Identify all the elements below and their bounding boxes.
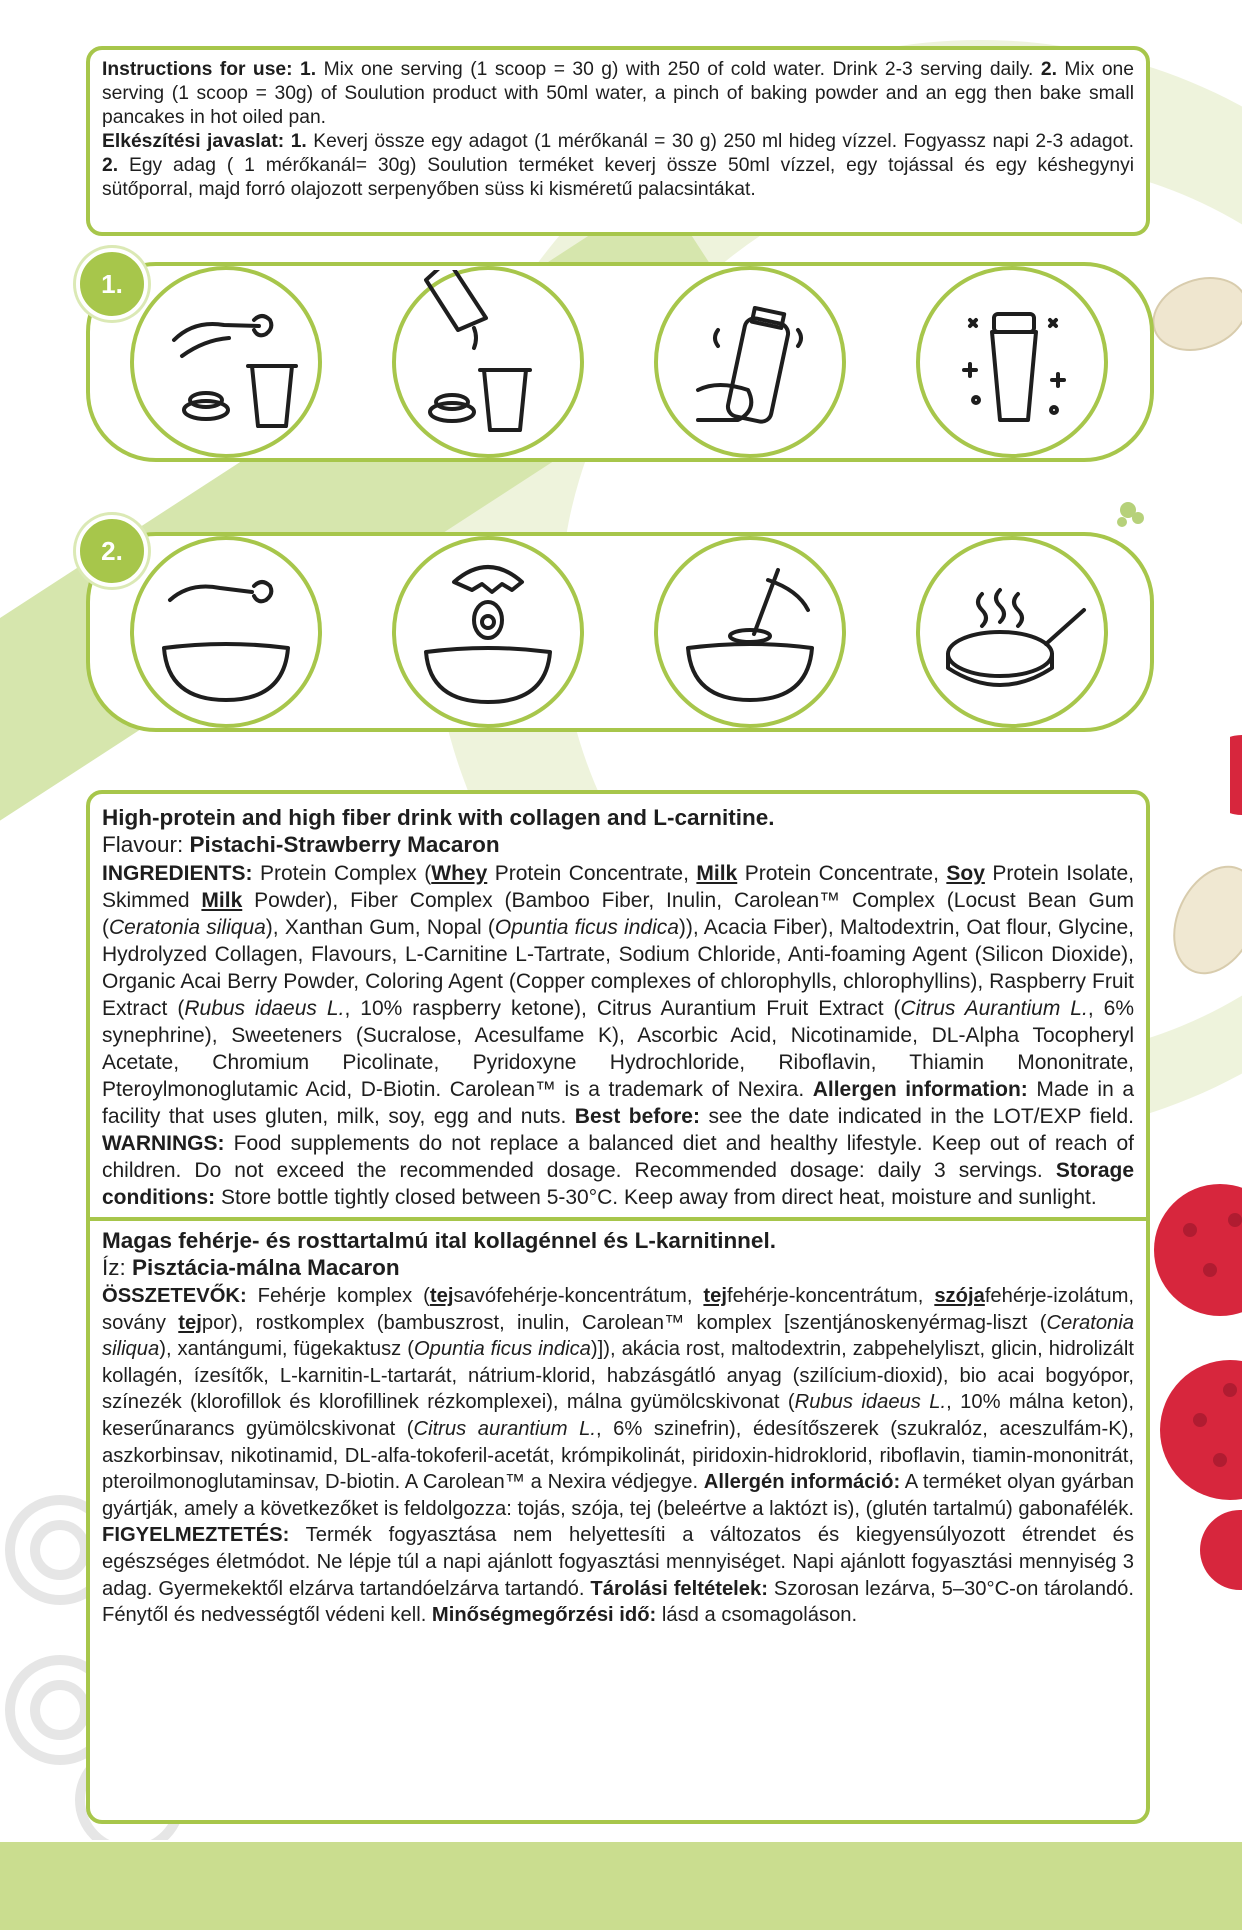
step-badge-1: 1.: [76, 248, 148, 320]
ingredients-segment: , 10% raspberry ketone), Citrus Aurantium Fruit Extract (: [344, 997, 901, 1020]
instruction-text: Keverj össze egy adagot (1 mérőkanál = 30 g) 250 ml hideg vízzel. Fogyassz napi 2-3 adagot.: [313, 131, 1135, 152]
latin-name: Ceratonia siliqua: [102, 1311, 1134, 1361]
flavour-line-english: [102, 831, 1134, 858]
instructions-english: [102, 58, 1134, 130]
ingredients-segment: Powder), Fiber Complex (Bamboo Fiber, Inulin, Carolean™ Complex (Locust Bean Gum (: [102, 889, 1134, 939]
crack-egg-icon: [392, 536, 584, 728]
best-before-text: see the date indicated in the LOT/EXP field.: [708, 1105, 1134, 1128]
best-before-label: Best before:: [574, 1105, 700, 1128]
pour-water-icon: [392, 266, 584, 458]
warnings-text: Food supplements do not replace a balanced diet and healthy lifestyle. Keep out of reach of children. Do not exceed the recommended dosage. Recommended dosage: daily 3 servings.: [102, 1132, 1134, 1182]
pistachio-image: [1148, 270, 1242, 360]
ingredients-segment: , 10% málna keton), keserűnarancs gyümölcskivonat (: [102, 1391, 1134, 1440]
allergen-word: Milk: [696, 862, 738, 885]
step-number: 1.: [300, 59, 317, 80]
latin-name: Opuntia ficus indica: [494, 916, 679, 939]
allergen-word: szója: [934, 1285, 985, 1307]
allergen-word: tej: [429, 1285, 454, 1307]
ingredients-segment: savófehérje-koncentrátum,: [453, 1285, 693, 1307]
instructions-label: Elkészítési javaslat:: [102, 131, 285, 152]
latin-name: Citrus Aurantium L.: [900, 997, 1088, 1020]
ingredients-segment: ), Xanthan Gum, Nopal (: [265, 916, 495, 939]
raspberry-image: [1230, 730, 1242, 820]
latin-name: Citrus aurantium L.: [413, 1417, 596, 1440]
sparkling-shaker-icon: [916, 266, 1108, 458]
warnings-label: FIGYELMEZTETÉS:: [102, 1524, 290, 1547]
allergen-word: Milk: [201, 889, 243, 912]
ingredients-segment: fehérje-izolátum, sovány: [102, 1285, 1135, 1334]
storage-label: Storage conditions:: [102, 1159, 1134, 1209]
ingredients-label: ÖSSZETEVŐK:: [102, 1285, 247, 1307]
flavour-name: Pistachi-Strawberry Macaron: [189, 832, 500, 857]
instruction-text: Mix one serving (1 scoop = 30g) of Soulution product with 50ml water, a pinch of baking powder and an egg then bake small pancakes in hot oiled pan.: [102, 59, 1135, 128]
instructions-hungarian: [102, 130, 1134, 202]
allergen-text: A terméket olyan gyárban gyártják, amely a következőket is feldolgozza: tojás, szója, tej (beleértve a laktózt is), (glutén tartalmú) gabonafélék.: [102, 1471, 1135, 1520]
storage-label: Tárolási feltételek:: [590, 1577, 768, 1600]
flavour-label: Íz:: [102, 1255, 126, 1280]
bottom-bar: [0, 1842, 1242, 1930]
allergen-word: tej: [703, 1285, 727, 1307]
whisk-bowl-icon: [654, 536, 846, 728]
ingredients-segment: Protein Complex (: [259, 862, 432, 885]
ingredients-segment: Protein Concentrate,: [494, 862, 689, 885]
ingredients-segment: )), Acacia Fiber), Maltodextrin, Oat flour, Glycine, Hydrolyzed Collagen, Flavours, L-Carnitine L-Tartrate, Sodium Chloride, Anti-foaming Agent (Silicon Dioxide), Organic Acai Berry Powder, Coloring Agent (Copper complexes of chlorophylls, chlorophyllins), Raspberry Fruit Extract (: [102, 916, 1134, 1020]
product-title-english: High-protein and high fiber drink with collagen and L-carnitine.: [102, 805, 775, 830]
pistachio-image: [1166, 860, 1242, 980]
ingredients-text-english: [102, 860, 1134, 1211]
ingredients-panel: [86, 790, 1150, 1824]
ingredients-segment: por), rostkomplex (bambuszrost, inulin, Carolean™ komplex [szentjánoskenyérmag-liszt (: [201, 1311, 1047, 1334]
allergen-word: tej: [178, 1311, 202, 1334]
product-title-hungarian: Magas fehérje- és rosttartalmú ital kollagénnel és L-karnitinnel.: [102, 1228, 776, 1253]
warnings-text: Termék fogyasztása nem helyettesíti a változatos és kiegyensúlyozott étrendet és egészséges életmódot. Ne lépje túl a napi ajánlott fogyasztási mennyiséget. Napi ajánlott fogyasztási mennyiség 3 adag. Gyermekektől elzárva tartandóelzárva tartandó.: [102, 1524, 1135, 1600]
shake-bottle-icon: [654, 266, 846, 458]
ingredients-segment: fehérje-koncentrátum,: [726, 1285, 924, 1307]
latin-name: Ceratonia siliqua: [109, 916, 266, 939]
ingredients-segment: , 6% szinefrin), édesítőszerek (szukralóz, aceszulfám-K), aszkorbinsav, nikotinamid, DL-alfa-tokoferil-acetát, krómpikolinát, piridoxin-hidroklorid, riboflavin, tiamin-mononitrát, pteroilmonoglutaminsav, D-biotin. A Carolean™ a Nexira védjegye.: [102, 1417, 1134, 1494]
step-badge-2: 2.: [76, 515, 148, 587]
instruction-text: Egy adag ( 1 mérőkanál= 30g) Soulution terméket keverj össze 50ml vízzel, egy tojással és egy késhegynyi sütőporral, majd forró olajozott serpenyőben süss ki kisméretű palacsintákat.: [102, 155, 1134, 200]
allergen-text: Made in a facility that uses gluten, milk, soy, egg and nuts.: [102, 1078, 1134, 1128]
step-number: 2.: [102, 155, 119, 176]
instruction-text: Mix one serving (1 scoop = 30 g) with 250 of cold water. Drink 2-3 serving daily.: [323, 59, 1034, 80]
storage-text: Store bottle tightly closed between 5-30°C. Keep away from direct heat, moisture and sunlight.: [221, 1186, 1097, 1209]
flavour-label: Flavour:: [102, 832, 184, 857]
ingredients-label: INGREDIENTS:: [102, 862, 253, 885]
instructions-panel: [86, 46, 1150, 236]
scoop-into-bowl-icon: [130, 536, 322, 728]
step-number: 2.: [1040, 59, 1057, 80]
ingredients-segment: , 6% synephrine), Sweeteners (Sucralose, Acesulfame K), Ascorbic Acid, Nicotinamide, DL-Alpha Tocopheryl Acetate, Chromium Picolinate, Pyridoxyne Hydrochloride, Riboflavin, Thiamin Mononitrate, Pteroylmonoglutamic Acid, D-Biotin. Carolean™ is a trademark of Nexira.: [102, 997, 1134, 1101]
frying-pan-icon: [916, 536, 1108, 728]
ingredients-segment: )]), akácia rost, maltodextrin, zabpehelyliszt, glicin, hidrolizált kollagén, ízesítők, L-karnitin-L-tartarát, nátrium-klorid, habzásgátló anyag (szilícium-dioxid), bio acai bogyópor, színezék (klorofillok és klorofillinek rézkomplexei), málna gyümölcskivonat (: [102, 1338, 1135, 1414]
ingredients-segment: Fehérje komplex (: [257, 1285, 430, 1307]
raspberry-image: [1150, 1180, 1242, 1620]
instructions-label: Instructions for use:: [102, 59, 293, 80]
allergen-word: Soy: [946, 862, 985, 885]
flavour-line-hungarian: [102, 1254, 1134, 1281]
ingredients-text-hungarian: [102, 1283, 1134, 1629]
ingredients-segment: ), xantángumi, fügekaktusz (: [159, 1338, 414, 1361]
flavour-name: Pisztácia-málna Macaron: [132, 1255, 400, 1280]
section-divider: [90, 1217, 1146, 1221]
best-before-text: lásd a csomagoláson.: [661, 1604, 858, 1627]
step-number: 1.: [290, 131, 307, 152]
best-before-label: Minőségmegőrzési idő:: [431, 1604, 657, 1627]
warnings-label: WARNINGS:: [102, 1132, 225, 1155]
allergen-label: Allergen information:: [812, 1078, 1028, 1101]
ingredients-segment: Protein Isolate, Skimmed: [102, 862, 1135, 912]
scoop-powder-icon: [130, 266, 322, 458]
latin-name: Rubus idaeus L.: [794, 1391, 947, 1414]
storage-text: Szorosan lezárva, 5–30°C-on tárolandó. Fénytől és nedvességtől védeni kell.: [102, 1577, 1135, 1627]
allergen-label: Allergén információ:: [703, 1471, 901, 1494]
latin-name: Opuntia ficus indica: [413, 1338, 591, 1361]
latin-name: Rubus idaeus L.: [184, 997, 345, 1020]
allergen-word: Whey: [431, 862, 488, 885]
ingredients-segment: Protein Concentrate,: [744, 862, 939, 885]
